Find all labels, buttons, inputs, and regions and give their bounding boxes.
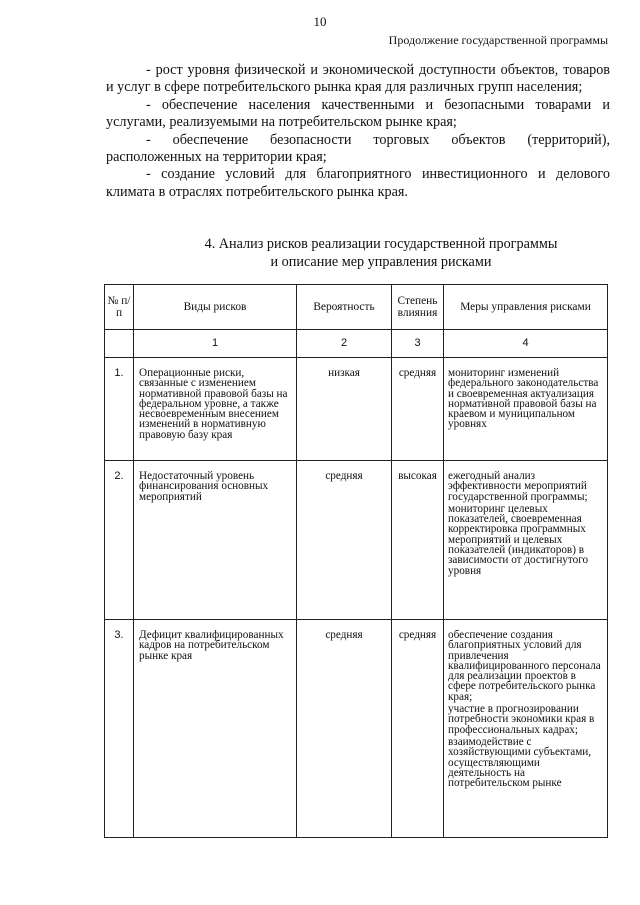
paragraph: - рост уровня физической и экономической доступности объектов, товаров и услуг в сфере потребительского рынка края для различных групп населения; (106, 62, 610, 96)
table-row (105, 358, 608, 461)
risk-description: Недостаточный уровень финансирования основных мероприятий (134, 461, 297, 620)
risk-impact: средняя (392, 620, 444, 838)
header-measures: Меры управления рисками (444, 285, 608, 330)
measure-item: мониторинг целевых показателей, своевременная корректировка программных мероприятий и целевых показателей (индикаторов) в зависимости от достигнутого уровня (448, 502, 589, 577)
risk-measures (444, 461, 608, 620)
header-row (105, 285, 608, 330)
column-number-row (105, 330, 608, 358)
risk-measures (444, 620, 608, 838)
col-number: 1 (134, 330, 297, 358)
measure-item: мониторинг изменений федерального законодательства и своевременная актуализация нормативной правовой базы на краевом и муниципальном уровнях (448, 367, 599, 431)
risk-probability: средняя (297, 620, 392, 838)
col-number: 2 (297, 330, 392, 358)
col-number-empty (105, 330, 134, 358)
section-title (106, 236, 640, 271)
section-title-line: и описание мер управления рисками (270, 253, 492, 270)
page-number: 10 (313, 14, 327, 29)
row-number: 2. (105, 461, 134, 620)
row-number: 1. (105, 358, 134, 461)
risk-probability: средняя (297, 461, 392, 620)
risk-description: Дефицит квалифицированных кадров на потребительском рынке края (134, 620, 297, 838)
header-probability: Вероятность (297, 285, 392, 330)
col-number: 4 (444, 330, 608, 358)
header-num: № п/п (105, 285, 134, 330)
table-row (105, 620, 608, 838)
risk-measures (444, 358, 608, 461)
paragraph: - обеспечение населения качественными и безопасными товарами и услугами, реализуемыми на потребительском рынке края; (106, 96, 610, 131)
measure-item: взаимодействие с хозяйствующими субъектами, осуществляющими деятельность на потребительском рынке (448, 735, 592, 790)
measure-item: ежегодный анализ эффективности мероприятий государственной программы; (448, 470, 588, 503)
header-impact: Степень влияния (392, 285, 444, 330)
section-title-line: 4. Анализ рисков реализации государственной программы (204, 236, 558, 252)
col-number: 3 (392, 330, 444, 358)
risk-impact: средняя (392, 358, 444, 461)
risk-impact: высокая (392, 461, 444, 620)
row-number: 3. (105, 620, 134, 838)
continuation-label: Продолжение государственной программы (388, 33, 608, 47)
measure-item: обеспечение создания благоприятных условий для привлечения квалифицированного персонала для реализации проектов в сфере потребительского рынка края; (448, 629, 601, 703)
header-risks: Виды рисков (134, 285, 297, 330)
paragraph: - обеспечение безопасности торговых объектов (территорий), расположенных на территории края; (106, 131, 610, 166)
measure-item: участие в прогнозировании потребности экономики края в профессиональных кадрах; (448, 703, 595, 736)
body-text (106, 62, 610, 201)
risk-description: Операционные риски, связанные с изменением нормативной правовой базы на федеральном уровне, а также несвоевременным внесением изменений в нормативную правовую базу края (134, 358, 297, 461)
risk-table (104, 284, 608, 838)
table-row (105, 461, 608, 620)
paragraph: - создание условий для благоприятного инвестиционного и делового климата в отраслях потребительского рынка края. (106, 166, 610, 200)
risk-probability: низкая (297, 358, 392, 461)
